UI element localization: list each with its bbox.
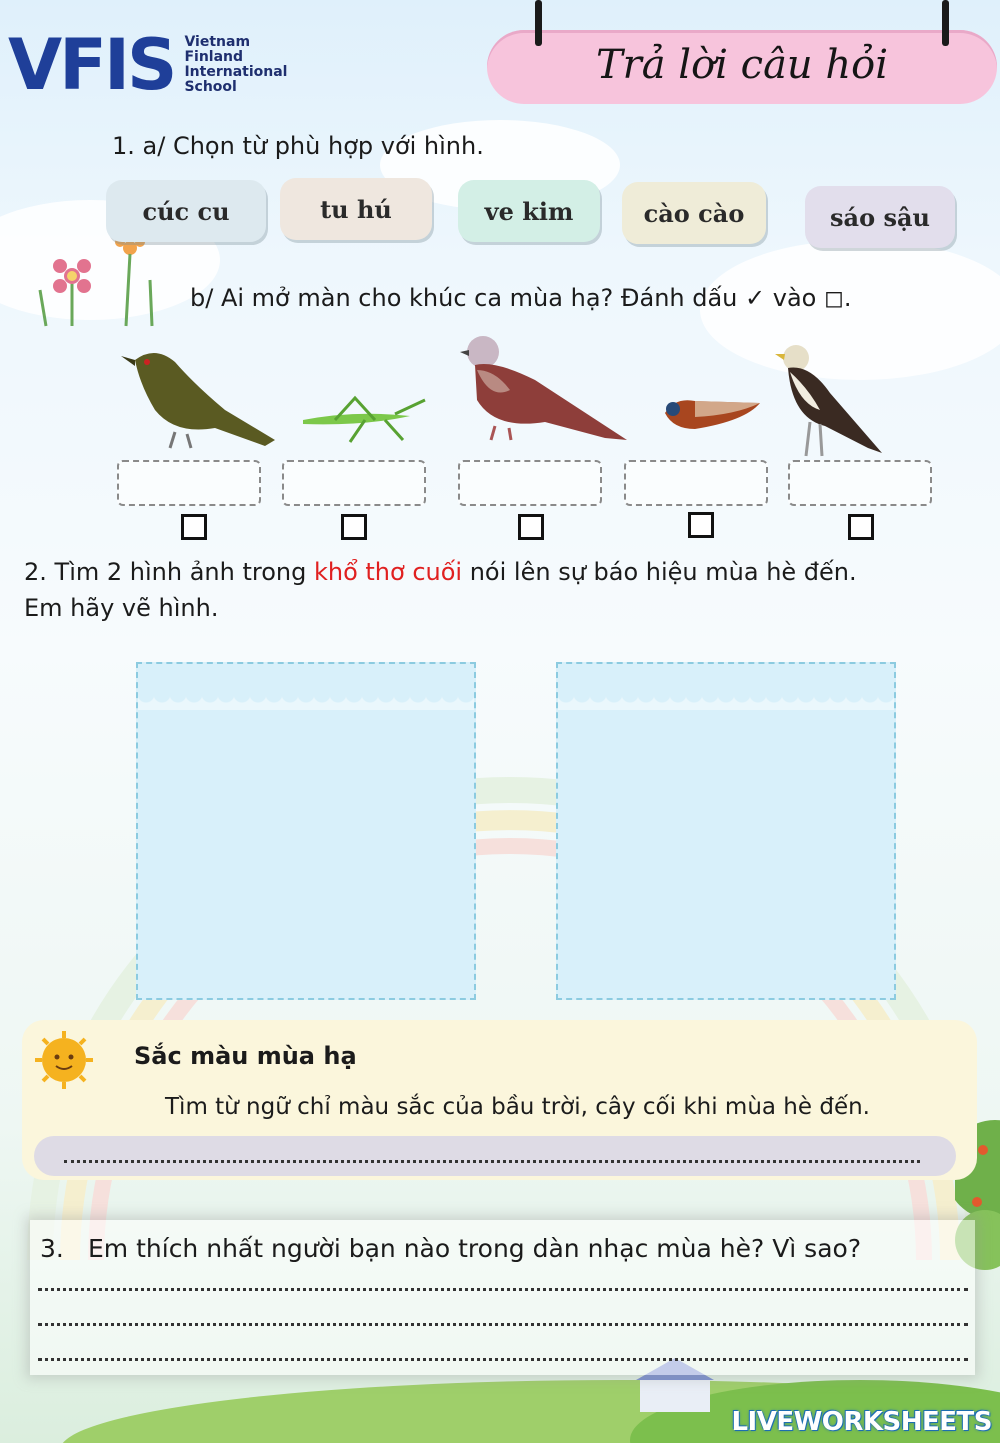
question-2-text: nói lên sự báo hiệu mùa hè đến. bbox=[462, 558, 857, 586]
school-logo bbox=[8, 24, 288, 106]
answer-slot[interactable] bbox=[282, 460, 426, 506]
question-2-prompt bbox=[24, 558, 994, 586]
word-chip[interactable]: cúc cu bbox=[106, 180, 266, 242]
answer-slot[interactable] bbox=[624, 460, 768, 506]
logo-line: Finland bbox=[184, 49, 244, 65]
section-heading: Sắc màu mùa hạ bbox=[134, 1042, 357, 1070]
hanger-hook bbox=[535, 0, 542, 46]
question-1b-prompt: b/ Ai mở màn cho khúc ca mùa hạ? Đánh dấu ✓ vào ◻. bbox=[190, 284, 852, 312]
sun-icon bbox=[34, 1030, 94, 1090]
drawing-area[interactable] bbox=[556, 662, 896, 1000]
logo-school-name bbox=[184, 35, 287, 95]
starling-image bbox=[770, 338, 885, 463]
checkbox[interactable] bbox=[688, 512, 714, 538]
checkbox[interactable] bbox=[341, 514, 367, 540]
answer-field[interactable] bbox=[34, 1136, 956, 1176]
checkbox[interactable] bbox=[518, 514, 544, 540]
logo-line: International bbox=[184, 64, 288, 80]
question-2-highlight: khổ thơ cuối bbox=[313, 558, 463, 586]
word-chip[interactable]: ve kim bbox=[458, 180, 600, 242]
question-3-number: 3. bbox=[40, 1234, 64, 1263]
dove-image bbox=[455, 330, 630, 445]
koel-bird-image bbox=[115, 340, 280, 455]
cicada-image bbox=[655, 385, 765, 445]
answer-slot[interactable] bbox=[458, 460, 602, 506]
logo-mark: VFIS bbox=[8, 24, 175, 106]
dotted-answer-line[interactable] bbox=[38, 1323, 968, 1326]
question-3-prompt: Em thích nhất người bạn nào trong dàn nhạc mùa hè? Vì sao? bbox=[88, 1234, 862, 1263]
section-instruction: Tìm từ ngữ chỉ màu sắc của bầu trời, cây cối khi mùa hè đến. bbox=[165, 1094, 870, 1120]
logo-line: School bbox=[184, 79, 237, 95]
hanger-hook bbox=[942, 0, 949, 46]
drawing-area[interactable] bbox=[136, 662, 476, 1000]
question-2-line2: Em hãy vẽ hình. bbox=[24, 594, 219, 622]
word-chip[interactable]: tu hú bbox=[280, 178, 432, 240]
page-title: Trả lời câu hỏi bbox=[595, 42, 889, 88]
scallop-edge bbox=[558, 694, 894, 710]
grasshopper-image bbox=[295, 390, 430, 450]
answer-slot[interactable] bbox=[117, 460, 261, 506]
title-banner bbox=[487, 30, 997, 104]
dotted-answer-line[interactable] bbox=[38, 1288, 968, 1291]
word-chip[interactable]: sáo sậu bbox=[805, 186, 955, 248]
question-2-text: 2. Tìm 2 hình ảnh trong bbox=[24, 558, 314, 586]
word-chip[interactable]: cào cào bbox=[622, 182, 766, 244]
checkbox[interactable] bbox=[181, 514, 207, 540]
question-1a-prompt: 1. a/ Chọn từ phù hợp với hình. bbox=[112, 132, 484, 160]
scallop-edge bbox=[138, 694, 474, 710]
checkbox[interactable] bbox=[848, 514, 874, 540]
liveworksheets-logo: LIVEWORKSHEETS bbox=[731, 1407, 992, 1437]
logo-line: Vietnam bbox=[184, 34, 251, 50]
answer-slot[interactable] bbox=[788, 460, 932, 506]
dotted-answer-line bbox=[64, 1160, 920, 1163]
flower-decoration bbox=[20, 230, 180, 330]
dotted-answer-line[interactable] bbox=[38, 1358, 968, 1361]
